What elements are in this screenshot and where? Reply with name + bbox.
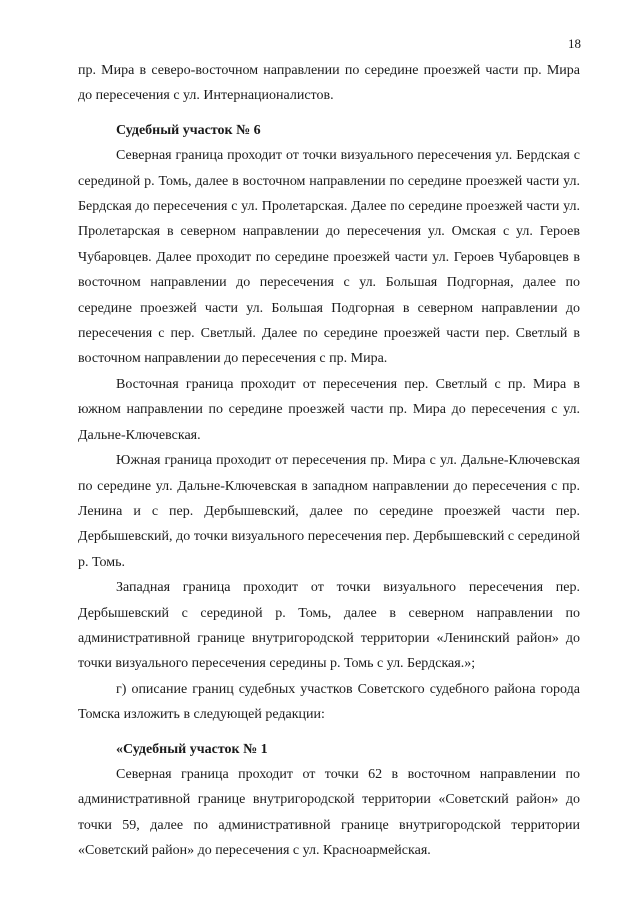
paragraph-west-border: Западная граница проходит от точки визуального пересечения пер. Дербышевский с серединой р. Томь, далее в северном направлении по административной границе внутригородской территории «Ленинский район» до точки визуального пересечения середины р. Томь с ул. Бердская.»; xyxy=(78,580,580,672)
section-heading-court-1: «Судебный участок № 1 xyxy=(116,741,268,757)
document-body xyxy=(78,58,580,864)
paragraph-north-border: Северная граница проходит от точки визуального пересечения ул. Бердская с серединой р. Томь, далее в восточном направлении по середине проезжей части ул. Бердская до пересечения с ул. Пролетарская. Далее по середине проезжей части ул. Пролетарская в северном направлении до пересечения ул. Омская с ул. Героев Чубаровцев. Далее проходит по середине проезжей части ул. Героев Чубаровцев в восточном направлении до пересечения с ул. Большая Подгорная, далее по середине проезжей части ул. Большая Подгорная в северном направлении до пересечения с пер. Светлый. Далее по середине проезжей части пер. Светлый в восточном направлении до пересечения с пр. Мира. xyxy=(78,148,580,367)
page-number: 18 xyxy=(568,36,581,51)
paragraph-continuation: пр. Мира в северо-восточном направлении по середине проезжей части пр. Мира до пересечения с ул. Интернационалистов. xyxy=(78,63,580,104)
paragraph-east-border: Восточная граница проходит от пересечения пер. Светлый с пр. Мира в южном направлении по середине проезжей части пр. Мира до пересечения с ул. Дальне-Ключевская. xyxy=(78,376,580,443)
section-heading-court-6: Судебный участок № 6 xyxy=(116,122,261,138)
paragraph-north-border-court-1: Северная граница проходит от точки 62 в восточном направлении по административной границе внутригородской территории «Советский район» до точки 59, далее по административной границе внутригородской территории «Советский район» до пересечения с ул. Красноармейская. xyxy=(78,766,580,859)
paragraph-south-border: Южная граница проходит от пересечения пр. Мира с ул. Дальне-Ключевская по середине ул. Дальне-Ключевская в западном направлении до пересечения с пр. Ленина и с пер. Дербышевский, далее по середине проезжей части пер. Дербышевский, до точки визуального пересечения пер. Дербышевский с серединой р. Томь. xyxy=(78,453,580,570)
paragraph-amendment-g: г) описание границ судебных участков Советского судебного района города Томска изложить в следующей редакции: xyxy=(78,681,580,723)
